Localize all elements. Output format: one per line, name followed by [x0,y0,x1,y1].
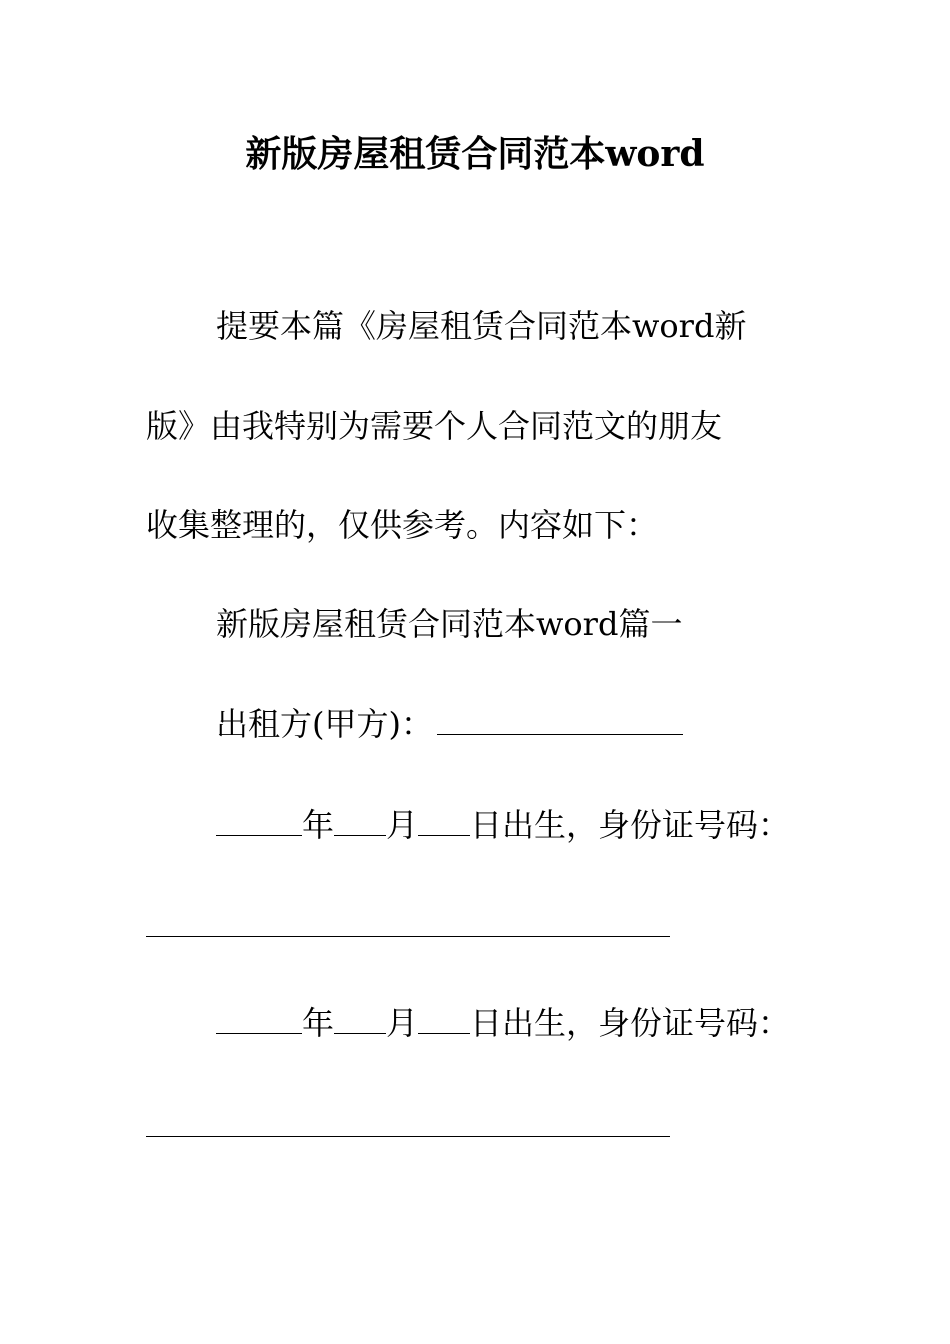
id-number-blank-1 [146,936,670,937]
month-label: 月 [386,806,419,844]
month-label: 月 [386,1004,419,1042]
lessor-label: 出租方(甲方)： [216,705,433,743]
intro-line-3: 收集整理的，仅供参考。内容如下： [146,506,659,544]
day-id-label: 日出生，身份证号码： [470,1004,791,1042]
day-id-label: 日出生，身份证号码： [470,806,791,844]
birth-line-2 [216,1001,790,1045]
birth-month-blank [334,805,386,836]
year-label: 年 [302,806,335,844]
intro-line-1: 提要本篇《房屋租赁合同范本word新 [216,307,747,345]
birth-year-blank [216,1003,302,1034]
lessor-line [216,702,683,746]
document-title: 新版房屋租赁合同范本word [245,133,705,175]
id-number-blank-2 [146,1136,670,1137]
birth-day-blank [418,805,470,836]
birth-day-blank [418,1003,470,1034]
year-label: 年 [302,1004,335,1042]
birth-year-blank [216,805,302,836]
section-heading: 新版房屋租赁合同范本word篇一 [216,605,683,643]
birth-month-blank [334,1003,386,1034]
lessor-name-blank [437,704,683,735]
intro-line-2: 版》由我特别为需要个人合同范文的朋友 [146,407,723,445]
birth-line-1 [216,803,790,847]
